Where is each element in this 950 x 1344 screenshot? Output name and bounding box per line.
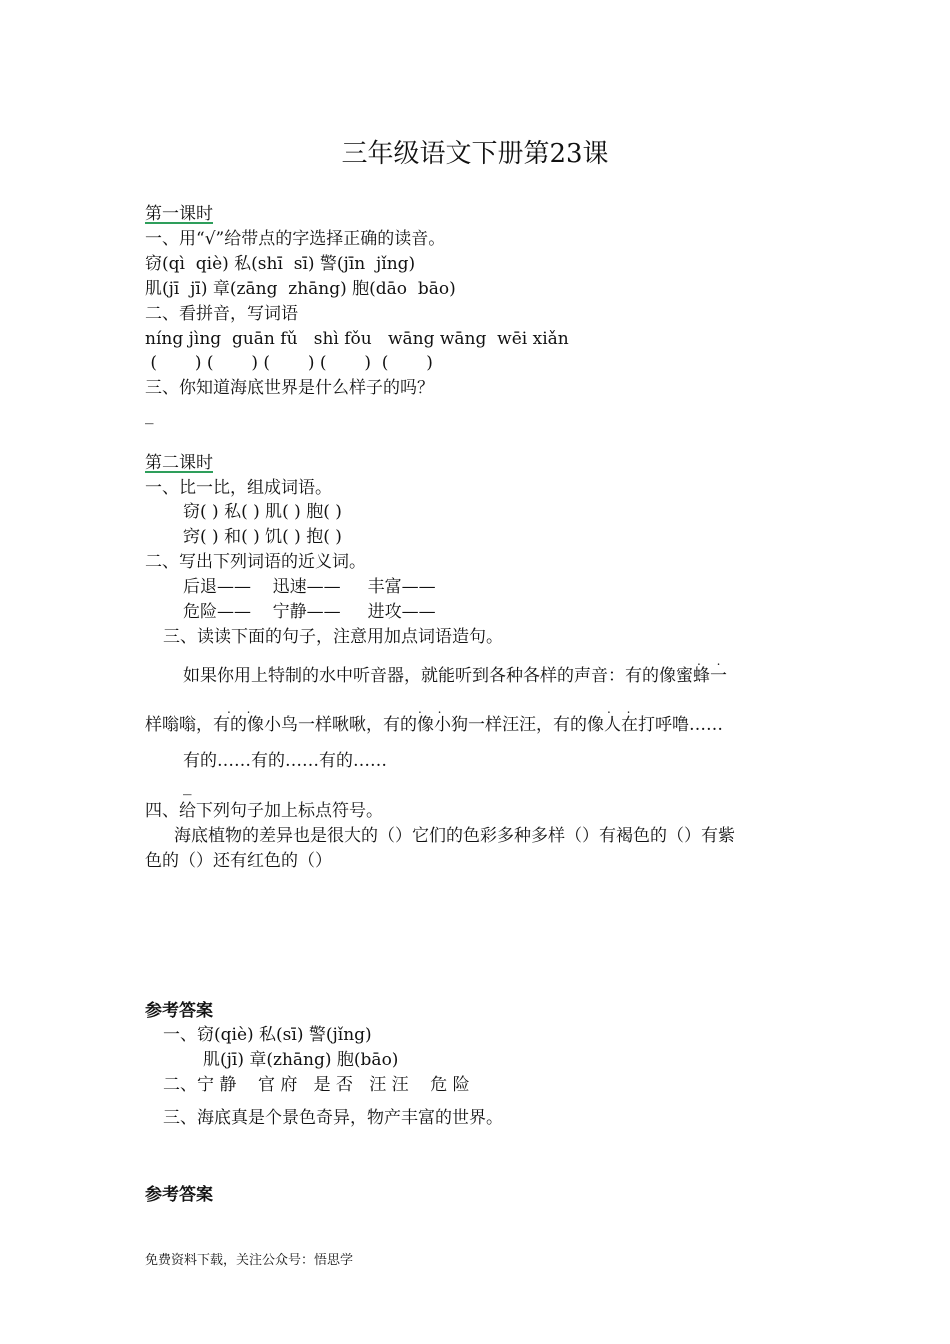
lesson2-question3: 三、读读下面的句子，注意用加点词语造句。	[163, 627, 503, 647]
lesson2-synonym-row1: 后退—— 迅速—— 丰富——	[183, 577, 436, 597]
lesson1-question1-line2: 肌(jī jī) 章(zāng zhāng) 胞(dāo bāo)	[145, 279, 456, 299]
lesson2-compare-row1: 窃( ) 私( ) 肌( ) 胞( )	[183, 502, 342, 522]
answers1-line4: 三、海底真是个景色奇异，物产丰富的世界。	[163, 1108, 503, 1128]
page-title: 三年级语文下册第23课	[341, 139, 609, 169]
lesson2-pattern: 有的……有的……有的……	[183, 751, 387, 771]
lesson1-question1: 一、用“√”给带点的字选择正确的读音。	[145, 229, 446, 249]
lesson2-passage-line1: 如果你用上特制的水中听音器，就能听到各种各样的声音：有的像蜜蜂一	[183, 666, 727, 686]
lesson1-answer-blank: _	[145, 405, 154, 425]
lesson2-question2: 二、写出下列词语的近义词。	[145, 552, 366, 572]
lesson1-question2: 二、看拼音，写词语	[145, 304, 298, 324]
lesson1-question1-line1: 窃(qì qiè) 私(shī sī) 警(jīn jǐng)	[145, 254, 416, 274]
lesson1-blank-row: ( ) ( ) ( ) ( ) ( )	[145, 353, 433, 373]
lesson2-answer-blank: _	[183, 776, 192, 796]
answers2-heading: 参考答案	[145, 1185, 213, 1205]
lesson2-punctuation-line2: 色的（）还有红色的（）	[145, 851, 332, 871]
lesson2-synonym-row2: 危险—— 宁静—— 进攻——	[183, 602, 436, 622]
lesson1-question3: 三、你知道海底世界是什么样子的吗？	[145, 378, 434, 398]
footer-note: 免费资料下载，关注公众号：悟思学	[145, 1253, 354, 1268]
answers1-heading: 参考答案	[145, 1001, 213, 1021]
lesson2-punctuation-line1: 海底植物的差异也是很大的（）它们的色彩多种多样（）有褐色的（）有紫	[174, 826, 735, 846]
lesson2-question1: 一、比一比，组成词语。	[145, 478, 332, 498]
lesson2-passage-line2: 样嗡嗡，有的像小鸟一样啾啾，有的像小狗一样汪汪，有的像人在打呼噜……	[145, 715, 723, 735]
lesson2-compare-row2: 窍( ) 和( ) 饥( ) 抱( )	[183, 527, 342, 547]
lesson1-heading: 第一课时	[145, 204, 213, 224]
emphasis-dots: . .	[607, 702, 637, 716]
answers1-line2: 肌(jī) 章(zhāng) 胞(bāo)	[203, 1050, 399, 1070]
lesson2-question4: 四、给下列句子加上标点符号。	[145, 801, 383, 821]
emphasis-dots: . .	[227, 702, 257, 716]
answers1-line1: 一、窃(qiè) 私(sī) 警(jǐng)	[163, 1025, 372, 1045]
answers1-line3: 二、宁 静 官 府 是 否 汪 汪 危 险	[163, 1075, 470, 1095]
emphasis-dots: . .	[418, 702, 448, 716]
lesson1-pinyin-row: níng jìng guān fǔ shì fǒu wāng wāng wēi xiǎn	[145, 329, 569, 349]
lesson2-heading: 第二课时	[145, 453, 213, 473]
emphasis-dots: . .	[697, 654, 727, 668]
